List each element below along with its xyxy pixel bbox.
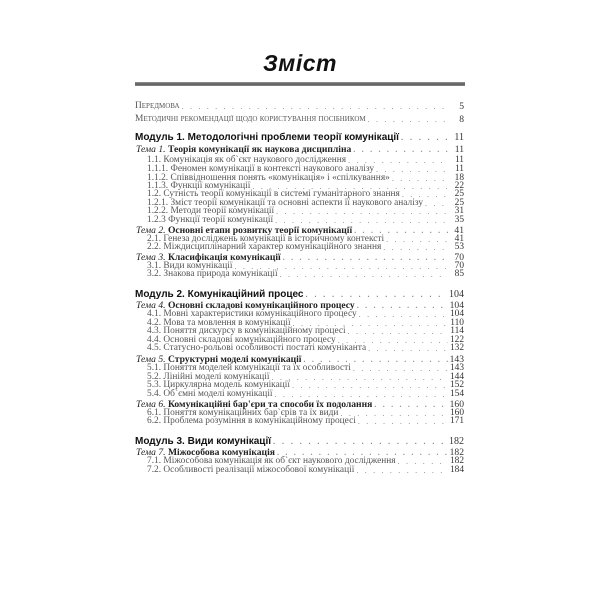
page-number: 114: [450, 326, 464, 336]
entry-label: Методичні рекомендації щодо користування посібником: [135, 114, 366, 124]
item-label: 1.1.3. Функції комунікації: [147, 181, 251, 191]
leader-dots: [368, 343, 448, 354]
toc-module-2[interactable]: [135, 289, 464, 300]
module-label: Модуль 2. Комунікаційний процес: [135, 289, 304, 300]
page-number: 104: [449, 289, 464, 300]
page-number: 122: [449, 335, 464, 345]
topic-prefix: Тема 5.: [136, 354, 166, 365]
page-number: 182: [449, 456, 464, 466]
page-number: 35: [454, 215, 464, 225]
page-number: 104: [449, 300, 464, 311]
page-number: 11: [454, 155, 464, 165]
item-label: 4.2. Мова та мовлення в комунікації: [147, 318, 291, 328]
item-label: 3.1. Види комунікації: [147, 261, 233, 271]
item-label: 1.1.2. Співвідношення понять «комунікація» і «спілкування»: [147, 173, 390, 183]
item-label: 1.1.1. Феномен комунікації в контексті наукового аналізу: [147, 164, 375, 174]
page-number: 41: [454, 234, 464, 244]
toc-entry-guidelines[interactable]: [135, 114, 464, 125]
leader-dots: [356, 465, 448, 476]
topic-prefix: Тема 2.: [136, 225, 166, 236]
leader-dots: [368, 114, 448, 125]
topic-title: Основні етапи розвитку теорії комунікації: [167, 225, 353, 236]
page-number: 85: [454, 269, 464, 279]
page-number: 154: [449, 389, 464, 399]
item-label: 4.5. Статусно-рольові особливості постаті комуніканта: [147, 343, 367, 353]
toc-module-1[interactable]: [135, 132, 464, 143]
entry-label: Передмова: [135, 101, 180, 111]
item-label: 5.2. Лінійні моделі комунікації: [147, 372, 270, 382]
topic-prefix: Тема 6.: [136, 399, 166, 410]
toc-topic-1[interactable]: [136, 144, 464, 155]
item-label: 2.1. Генеза досліджень комунікації в історичному контексті: [147, 234, 385, 244]
item-label: 7.2. Особливості реалізації міжособової комунікації: [147, 465, 355, 475]
page-number: 110: [450, 318, 464, 328]
page-number: 25: [454, 189, 464, 199]
topic-prefix: Тема 7.: [136, 447, 166, 458]
item-label: 6.1. Поняття комунікаційних бар`єрів та їх види: [147, 408, 339, 418]
item-label: 1.2.2. Методи теорії комунікації: [147, 206, 275, 216]
topic-label: [136, 144, 351, 155]
page-number: 22: [454, 181, 464, 191]
toc-item[interactable]: [147, 416, 464, 427]
toc-item[interactable]: [147, 343, 464, 354]
page-number: 184: [449, 465, 464, 475]
item-label: 4.4. Основні складові комунікаційного процесу: [147, 335, 336, 345]
module-label: Модуль 3. Види комунікації: [135, 436, 272, 447]
page-number: 41: [454, 225, 464, 236]
page-number: 8: [459, 114, 464, 125]
leader-dots: [280, 269, 448, 280]
page-number: 11: [454, 132, 464, 143]
leader-dots: [358, 416, 448, 427]
page-number: 160: [449, 408, 464, 418]
topic-title: Класифікація комунікації: [167, 252, 281, 263]
toc-entry-preface[interactable]: [135, 101, 464, 112]
leader-dots: [401, 132, 448, 143]
leader-dots: [305, 289, 447, 300]
topic-prefix: Тема 3.: [136, 252, 166, 263]
page-number: 25: [454, 198, 464, 208]
page-number: 143: [449, 363, 464, 373]
page-title: Зміст: [263, 50, 337, 76]
topic-prefix: Тема 4.: [136, 300, 166, 311]
topic-title: Структурні моделі комунікації: [167, 354, 302, 365]
page-number: 104: [449, 309, 464, 319]
page-number: 11: [454, 164, 464, 174]
leader-dots: [182, 101, 448, 112]
item-label: 2.2. Міждисциплінарний характер комунікаційного знання: [147, 242, 382, 252]
item-label: 7.1. Міжособова комунікація як об`єкт наукового дослідження: [147, 456, 396, 466]
page-number: 70: [454, 252, 464, 263]
page-number: 31: [454, 206, 464, 216]
topic-title: Міжособова комунікація: [167, 447, 275, 458]
page-number: 11: [454, 144, 464, 155]
page-number: 182: [449, 436, 464, 447]
item-label: 4.1. Мовні характеристики комунікаційного процесу: [147, 309, 357, 319]
leader-dots: [353, 144, 448, 155]
leader-dots: [273, 436, 447, 447]
topic-title: Комунікаційні бар'єри та способи їх подолання: [167, 399, 373, 410]
item-label: 1.2.1. Зміст теорії комунікації та основні аспекти її наукового аналізу: [147, 198, 424, 208]
item-label: 1.2. Сутність теорії комунікації в системі гуманітарного знання: [147, 189, 400, 199]
item-label: 6.2. Проблема розуміння в комунікаційному процесі: [147, 416, 356, 426]
page-number: 53: [454, 242, 464, 252]
item-label: 4.3. Поняття дискурсу в комунікаційному процесі: [147, 326, 346, 336]
page-number: 182: [449, 447, 464, 458]
topic-title: Основні складові комунікаційного процесу: [167, 300, 355, 311]
toc-module-3[interactable]: [135, 436, 464, 447]
toc-item[interactable]: [147, 269, 464, 280]
item-label: 3.2. Знакова природа комунікації: [147, 269, 278, 279]
page-number: 18: [454, 173, 464, 183]
item-label: 5.3. Циркулярна модель комунікації: [147, 380, 290, 390]
topic-title: Теорія комунікації як наукова дисципліна: [167, 144, 352, 155]
item-label: 5.4. Об`ємні моделі комунікації: [147, 389, 273, 399]
page-number: 5: [459, 101, 464, 112]
page-number: 160: [449, 399, 464, 410]
page-number: 152: [449, 380, 464, 390]
page-number: 143: [449, 354, 464, 365]
toc-item[interactable]: [147, 465, 464, 476]
page-number: 144: [449, 372, 464, 382]
page-number: 132: [449, 343, 464, 353]
item-label: 1.2.3 Функції теорії комунікації: [147, 215, 274, 225]
item-label: 5.1. Поняття моделей комунікації та їх особливості: [147, 363, 351, 373]
topic-prefix: Тема 1.: [136, 144, 166, 155]
item-label: 1.1. Комунікація як об`єкт наукового дослідження: [147, 155, 347, 165]
page-number: 70: [454, 261, 464, 271]
page-number: 171: [449, 416, 464, 426]
module-label: Модуль 1. Методологічні проблеми теорії комунікації: [135, 132, 399, 143]
